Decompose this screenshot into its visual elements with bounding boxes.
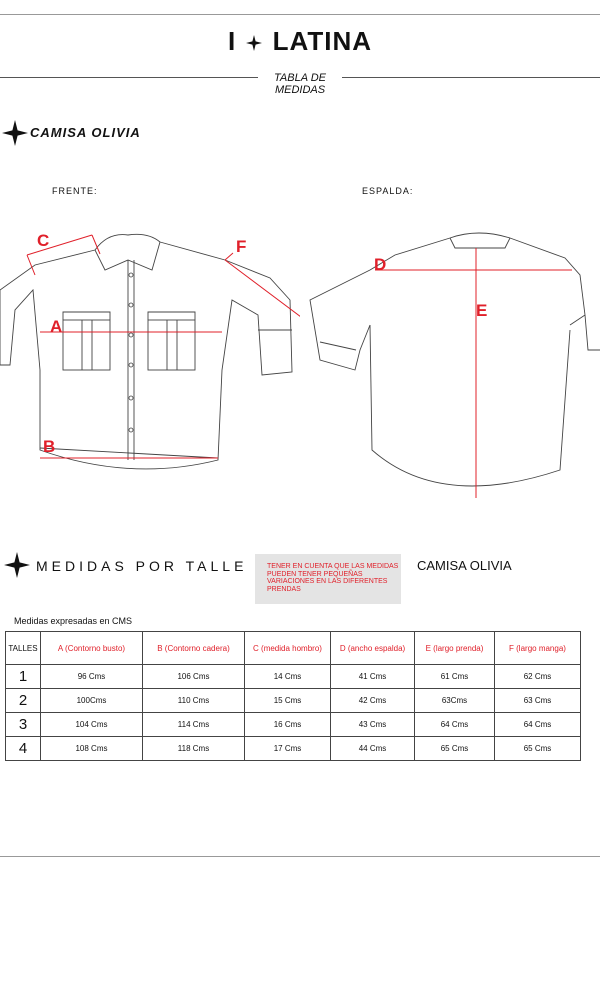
value-cell: 114 Cms	[143, 713, 245, 737]
table-row	[6, 737, 581, 761]
table-header-row	[6, 632, 581, 665]
shirt-back-diagram	[300, 220, 600, 510]
variation-note: TENER EN CUENTA QUE LAS MEDIDAS PUEDEN TENER PEQUEÑAS VARIACIONES EN LAS DIFERENTES PRENDAS	[255, 554, 401, 604]
shirt-front-diagram	[0, 220, 300, 510]
value-cell: 14 Cms	[245, 665, 331, 689]
sparkle-icon	[246, 35, 262, 51]
top-divider	[0, 14, 600, 15]
page-subtitle	[250, 72, 350, 96]
value-cell: 64 Cms	[495, 713, 581, 737]
value-cell: 65 Cms	[415, 737, 495, 761]
label-d: D	[374, 255, 387, 274]
value-cell: 110 Cms	[143, 689, 245, 713]
table-row	[6, 665, 581, 689]
label-e: E	[476, 301, 488, 320]
units-caption: Medidas expresadas en CMS	[14, 616, 133, 626]
brand-right: LATINA	[272, 26, 373, 56]
section-title: MEDIDAS POR TALLE	[36, 558, 248, 574]
value-cell: 41 Cms	[331, 665, 415, 689]
bottom-divider	[0, 856, 600, 857]
header-cell: TALLES	[6, 632, 41, 665]
value-cell: 44 Cms	[331, 737, 415, 761]
size-cell: 2	[6, 689, 41, 713]
header-cell: F (largo manga)	[495, 632, 581, 665]
subtitle-line-right	[342, 77, 600, 78]
value-cell: 63Cms	[415, 689, 495, 713]
size-cell: 4	[6, 737, 41, 761]
value-cell: 16 Cms	[245, 713, 331, 737]
brand-left: I	[227, 26, 237, 56]
value-cell: 43 Cms	[331, 713, 415, 737]
brand-logo	[0, 26, 600, 57]
subtitle-line2: MEDIDAS	[274, 84, 326, 96]
value-cell: 118 Cms	[143, 737, 245, 761]
header-cell: D (ancho espalda)	[331, 632, 415, 665]
header-cell: E (largo prenda)	[415, 632, 495, 665]
subtitle-line-left	[0, 77, 258, 78]
back-view-label: ESPALDA:	[362, 186, 414, 196]
value-cell: 61 Cms	[415, 665, 495, 689]
value-cell: 62 Cms	[495, 665, 581, 689]
section-product-name: CAMISA OLIVIA	[417, 558, 512, 573]
table-row	[6, 689, 581, 713]
sparkle-icon	[4, 552, 30, 578]
value-cell: 104 Cms	[41, 713, 143, 737]
value-cell: 42 Cms	[331, 689, 415, 713]
header-cell: C (medida hombro)	[245, 632, 331, 665]
label-f: F	[236, 237, 247, 256]
label-a: A	[50, 317, 63, 336]
value-cell: 100Cms	[41, 689, 143, 713]
header-cell: A (Contorno busto)	[41, 632, 143, 665]
size-cell: 1	[6, 665, 41, 689]
label-b: B	[43, 437, 56, 456]
front-view-label: FRENTE:	[52, 186, 98, 196]
value-cell: 15 Cms	[245, 689, 331, 713]
value-cell: 65 Cms	[495, 737, 581, 761]
value-cell: 64 Cms	[415, 713, 495, 737]
size-cell: 3	[6, 713, 41, 737]
product-title: CAMISA OLIVIA	[30, 125, 141, 140]
value-cell: 17 Cms	[245, 737, 331, 761]
value-cell: 63 Cms	[495, 689, 581, 713]
header-cell: B (Contorno cadera)	[143, 632, 245, 665]
value-cell: 108 Cms	[41, 737, 143, 761]
table-row	[6, 713, 581, 737]
size-table	[5, 631, 581, 761]
subtitle-line1: TABLA DE	[274, 72, 326, 84]
value-cell: 106 Cms	[143, 665, 245, 689]
label-c: C	[37, 231, 50, 250]
sparkle-icon	[2, 120, 28, 146]
value-cell: 96 Cms	[41, 665, 143, 689]
